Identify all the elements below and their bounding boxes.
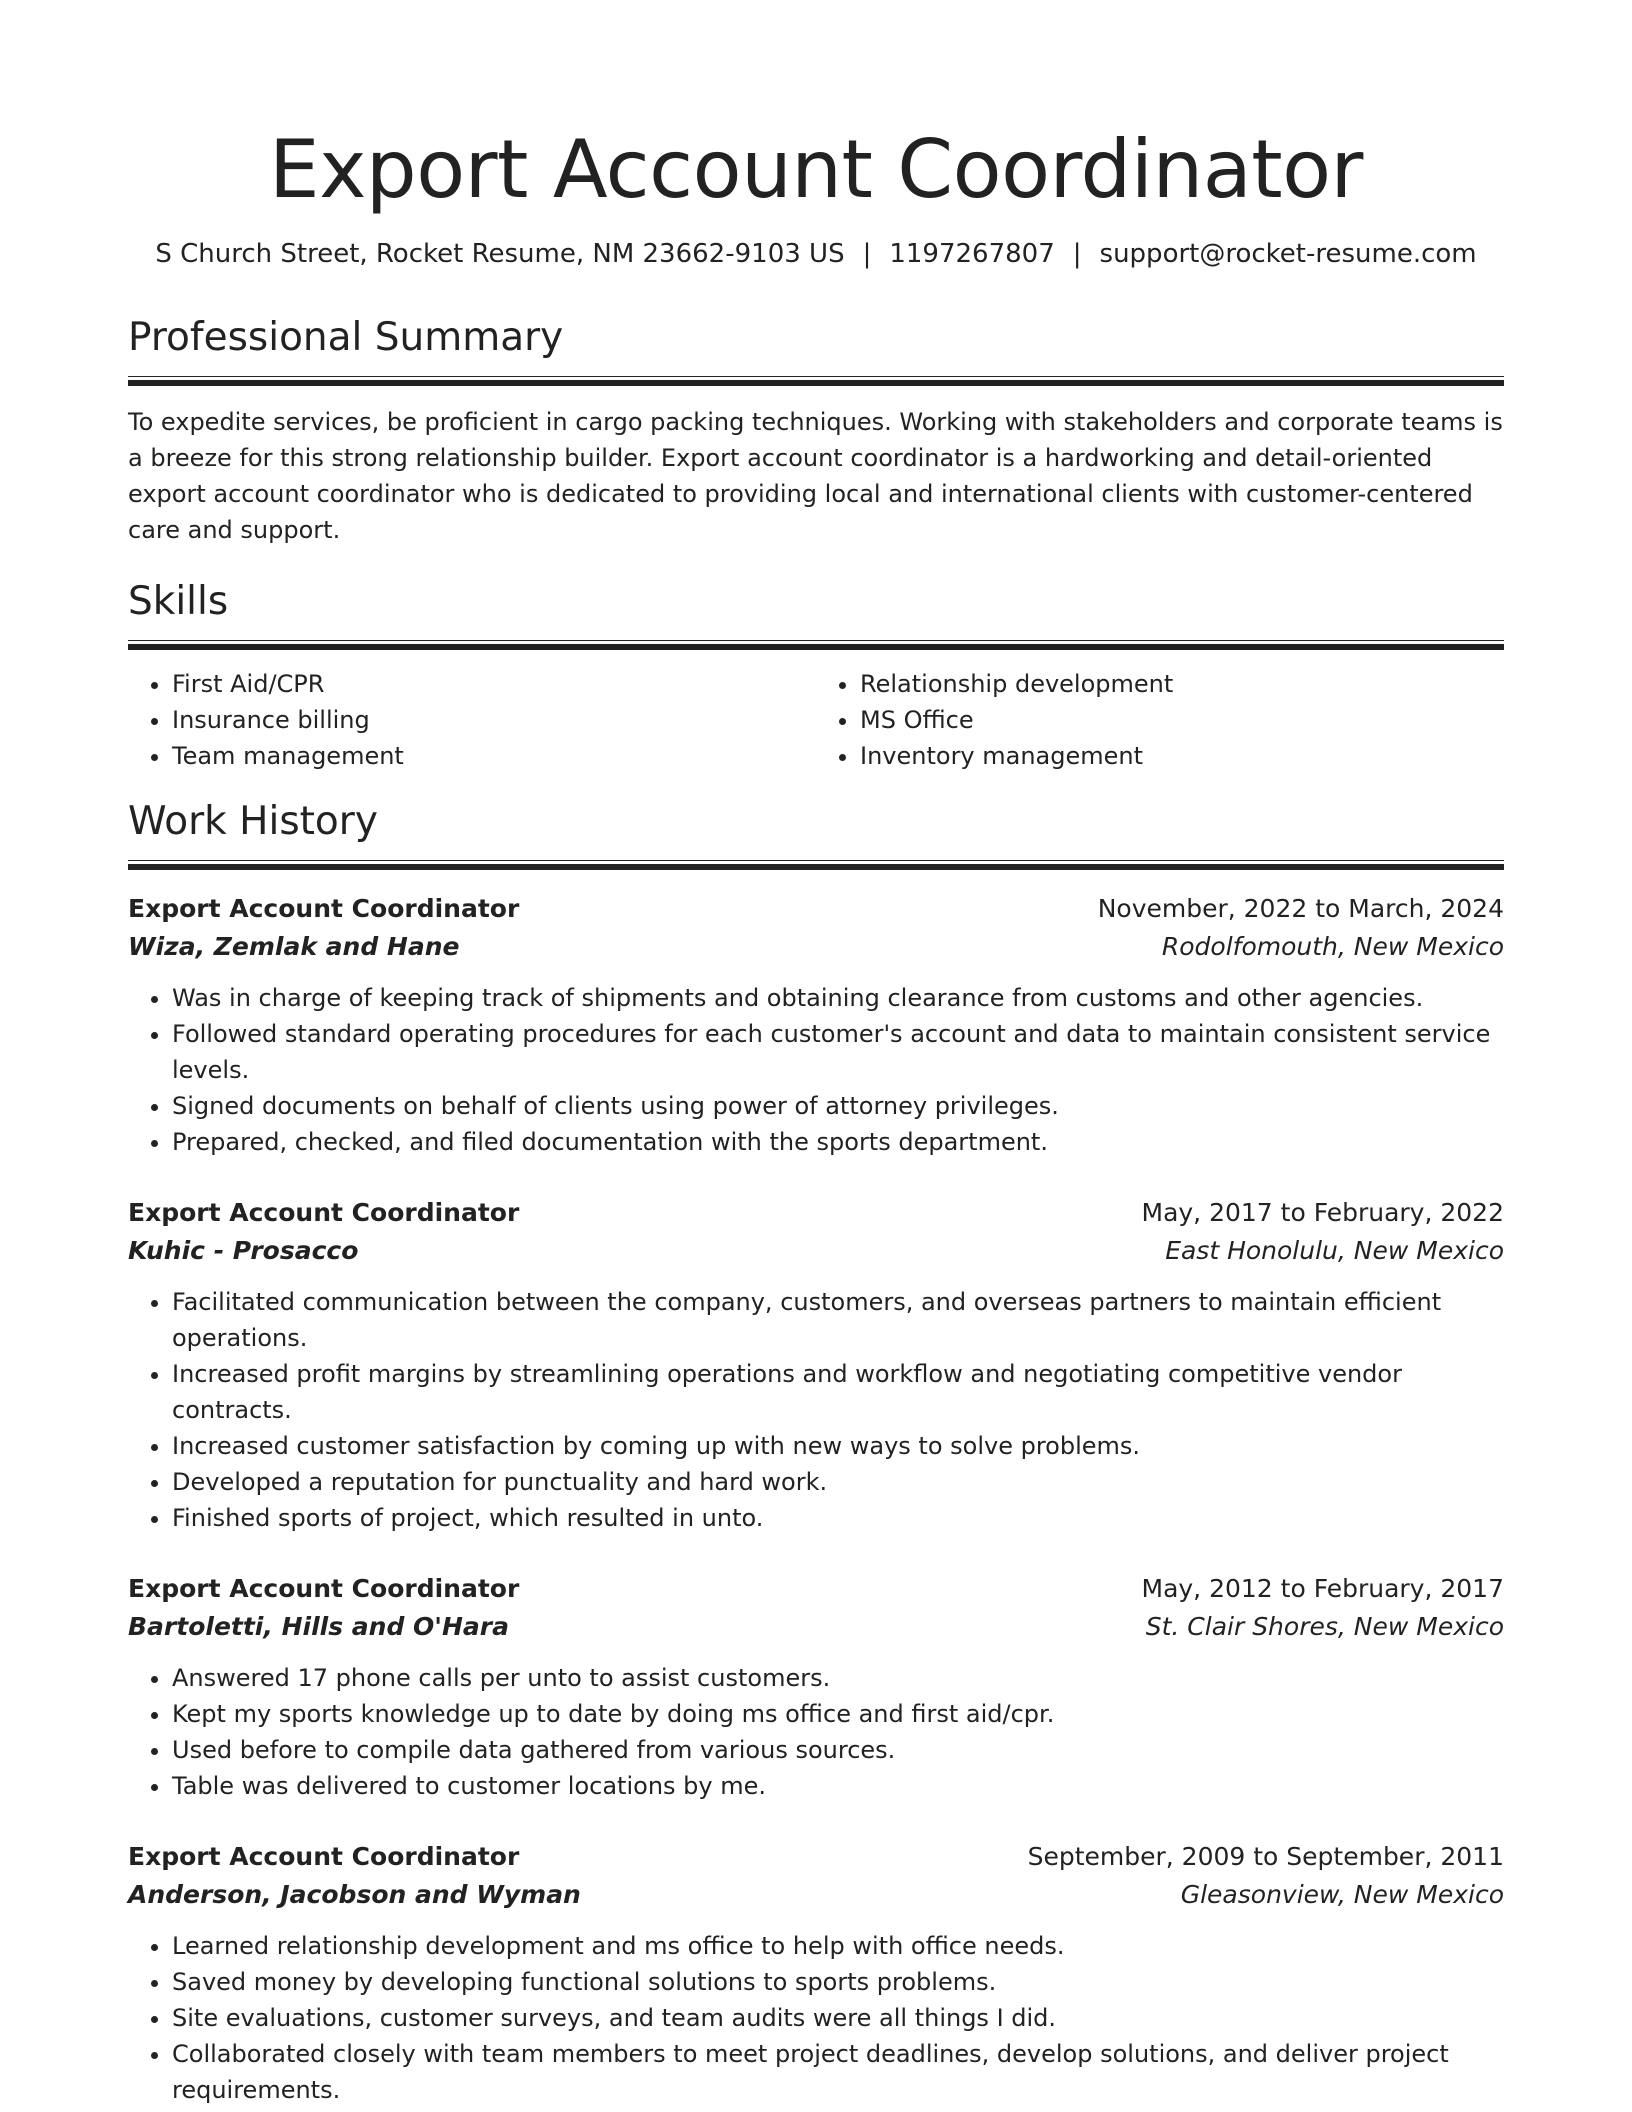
skills-column-left xyxy=(128,666,816,774)
job-company: Anderson, Jacobson and Wyman xyxy=(128,1880,581,1909)
job-title: Export Account Coordinator xyxy=(128,1574,520,1603)
job-title: Export Account Coordinator xyxy=(128,1842,520,1871)
contact-separator: | xyxy=(1072,239,1082,269)
skill-item: • MS Office xyxy=(860,702,1504,738)
job-bullet: • Increased customer satisfaction by coming up with new ways to solve problems. xyxy=(172,1428,1504,1464)
job-bullets xyxy=(128,980,1504,1160)
job-bullet: • Developed a reputation for punctuality and hard work. xyxy=(172,1464,1504,1500)
job-bullets xyxy=(128,1928,1504,2108)
skill-item: • First Aid/CPR xyxy=(172,666,816,702)
summary-section xyxy=(128,314,1504,548)
job-company-row xyxy=(128,928,1504,966)
section-divider xyxy=(128,860,1504,870)
job-title: Export Account Coordinator xyxy=(128,894,520,923)
resume-name: Export Account Coordinator xyxy=(269,123,1363,216)
skills-column-right xyxy=(816,666,1504,774)
summary-text: To expedite services, be proficient in cargo packing techniques. Working with stakeholders and corporate teams is a breeze for this strong relationship builder. Export account coordinator is a hardworking and detail-oriented export account coordinator who is dedicated to providing local and international clients with customer-centered care and support. xyxy=(128,408,1503,544)
job-location: East Honolulu, New Mexico xyxy=(1165,1236,1504,1265)
job-entry xyxy=(128,1838,1504,2108)
job-company-row xyxy=(128,1876,1504,1914)
job-bullet: • Used before to compile data gathered from various sources. xyxy=(172,1732,1504,1768)
section-divider xyxy=(128,640,1504,650)
job-bullet: • Increased profit margins by streamlining operations and workflow and negotiating competitive vendor contracts. xyxy=(172,1356,1504,1428)
job-company: Wiza, Zemlak and Hane xyxy=(128,932,460,961)
job-bullet: • Site evaluations, customer surveys, and team audits were all things I did. xyxy=(172,2000,1504,2036)
job-bullets xyxy=(128,1660,1504,1804)
work-history-section xyxy=(128,798,1504,2108)
section-divider xyxy=(128,376,1504,386)
job-bullet: • Followed standard operating procedures for each customer's account and data to maintain consistent service levels. xyxy=(172,1016,1504,1088)
job-bullet: • Saved money by developing functional solutions to sports problems. xyxy=(172,1964,1504,2000)
contact-email: support@rocket-resume.com xyxy=(1099,239,1477,269)
section-title-summary: Professional Summary xyxy=(128,315,564,360)
job-company: Kuhic - Prosacco xyxy=(128,1236,359,1265)
skill-item: • Relationship development xyxy=(860,666,1504,702)
job-dates: May, 2012 to February, 2017 xyxy=(1141,1574,1504,1603)
job-bullet: • Signed documents on behalf of clients using power of attorney privileges. xyxy=(172,1088,1504,1124)
section-title-work-history: Work History xyxy=(128,799,378,844)
job-bullets xyxy=(128,1284,1504,1536)
job-header-row xyxy=(128,1570,1504,1608)
contact-phone: 1197267807 xyxy=(889,239,1055,269)
job-header-row xyxy=(128,890,1504,928)
contact-separator: | xyxy=(862,239,872,269)
job-company-row xyxy=(128,1232,1504,1270)
job-bullet: • Facilitated communication between the company, customers, and overseas partners to maintain efficient operations. xyxy=(172,1284,1504,1356)
skill-item: • Team management xyxy=(172,738,816,774)
skills-section xyxy=(128,578,1504,774)
job-bullet: • Prepared, checked, and filed documentation with the sports department. xyxy=(172,1124,1504,1160)
job-title: Export Account Coordinator xyxy=(128,1198,520,1227)
job-dates: November, 2022 to March, 2024 xyxy=(1097,894,1504,923)
job-entry xyxy=(128,890,1504,1160)
contact-line xyxy=(128,236,1504,272)
job-location: St. Clair Shores, New Mexico xyxy=(1145,1612,1504,1641)
job-bullet: • Table was delivered to customer locations by me. xyxy=(172,1768,1504,1804)
job-bullet: • Was in charge of keeping track of shipments and obtaining clearance from customs and other agencies. xyxy=(172,980,1504,1016)
job-header-row xyxy=(128,1838,1504,1876)
job-company: Bartoletti, Hills and O'Hara xyxy=(128,1612,509,1641)
job-bullet: • Kept my sports knowledge up to date by doing ms office and first aid/cpr. xyxy=(172,1696,1504,1732)
job-header-row xyxy=(128,1194,1504,1232)
job-dates: May, 2017 to February, 2022 xyxy=(1141,1198,1504,1227)
job-entry xyxy=(128,1194,1504,1536)
section-title-skills: Skills xyxy=(128,579,229,624)
skill-item: • Insurance billing xyxy=(172,702,816,738)
job-bullet: • Answered 17 phone calls per unto to assist customers. xyxy=(172,1660,1504,1696)
contact-address: S Church Street, Rocket Resume, NM 23662-9103 US xyxy=(155,239,845,269)
job-location: Rodolfomouth, New Mexico xyxy=(1161,932,1504,961)
job-location: Gleasonview, New Mexico xyxy=(1180,1880,1504,1909)
skills-grid xyxy=(128,666,1504,774)
job-bullet: • Collaborated closely with team members to meet project deadlines, develop solutions, and deliver project requirements. xyxy=(172,2036,1504,2108)
job-entry xyxy=(128,1570,1504,1804)
job-company-row xyxy=(128,1608,1504,1646)
job-bullet: • Finished sports of project, which resulted in unto. xyxy=(172,1500,1504,1536)
job-bullet: • Learned relationship development and ms office to help with office needs. xyxy=(172,1928,1504,1964)
skill-item: • Inventory management xyxy=(860,738,1504,774)
resume-page xyxy=(128,0,1504,2108)
job-dates: September, 2009 to September, 2011 xyxy=(1027,1842,1504,1871)
